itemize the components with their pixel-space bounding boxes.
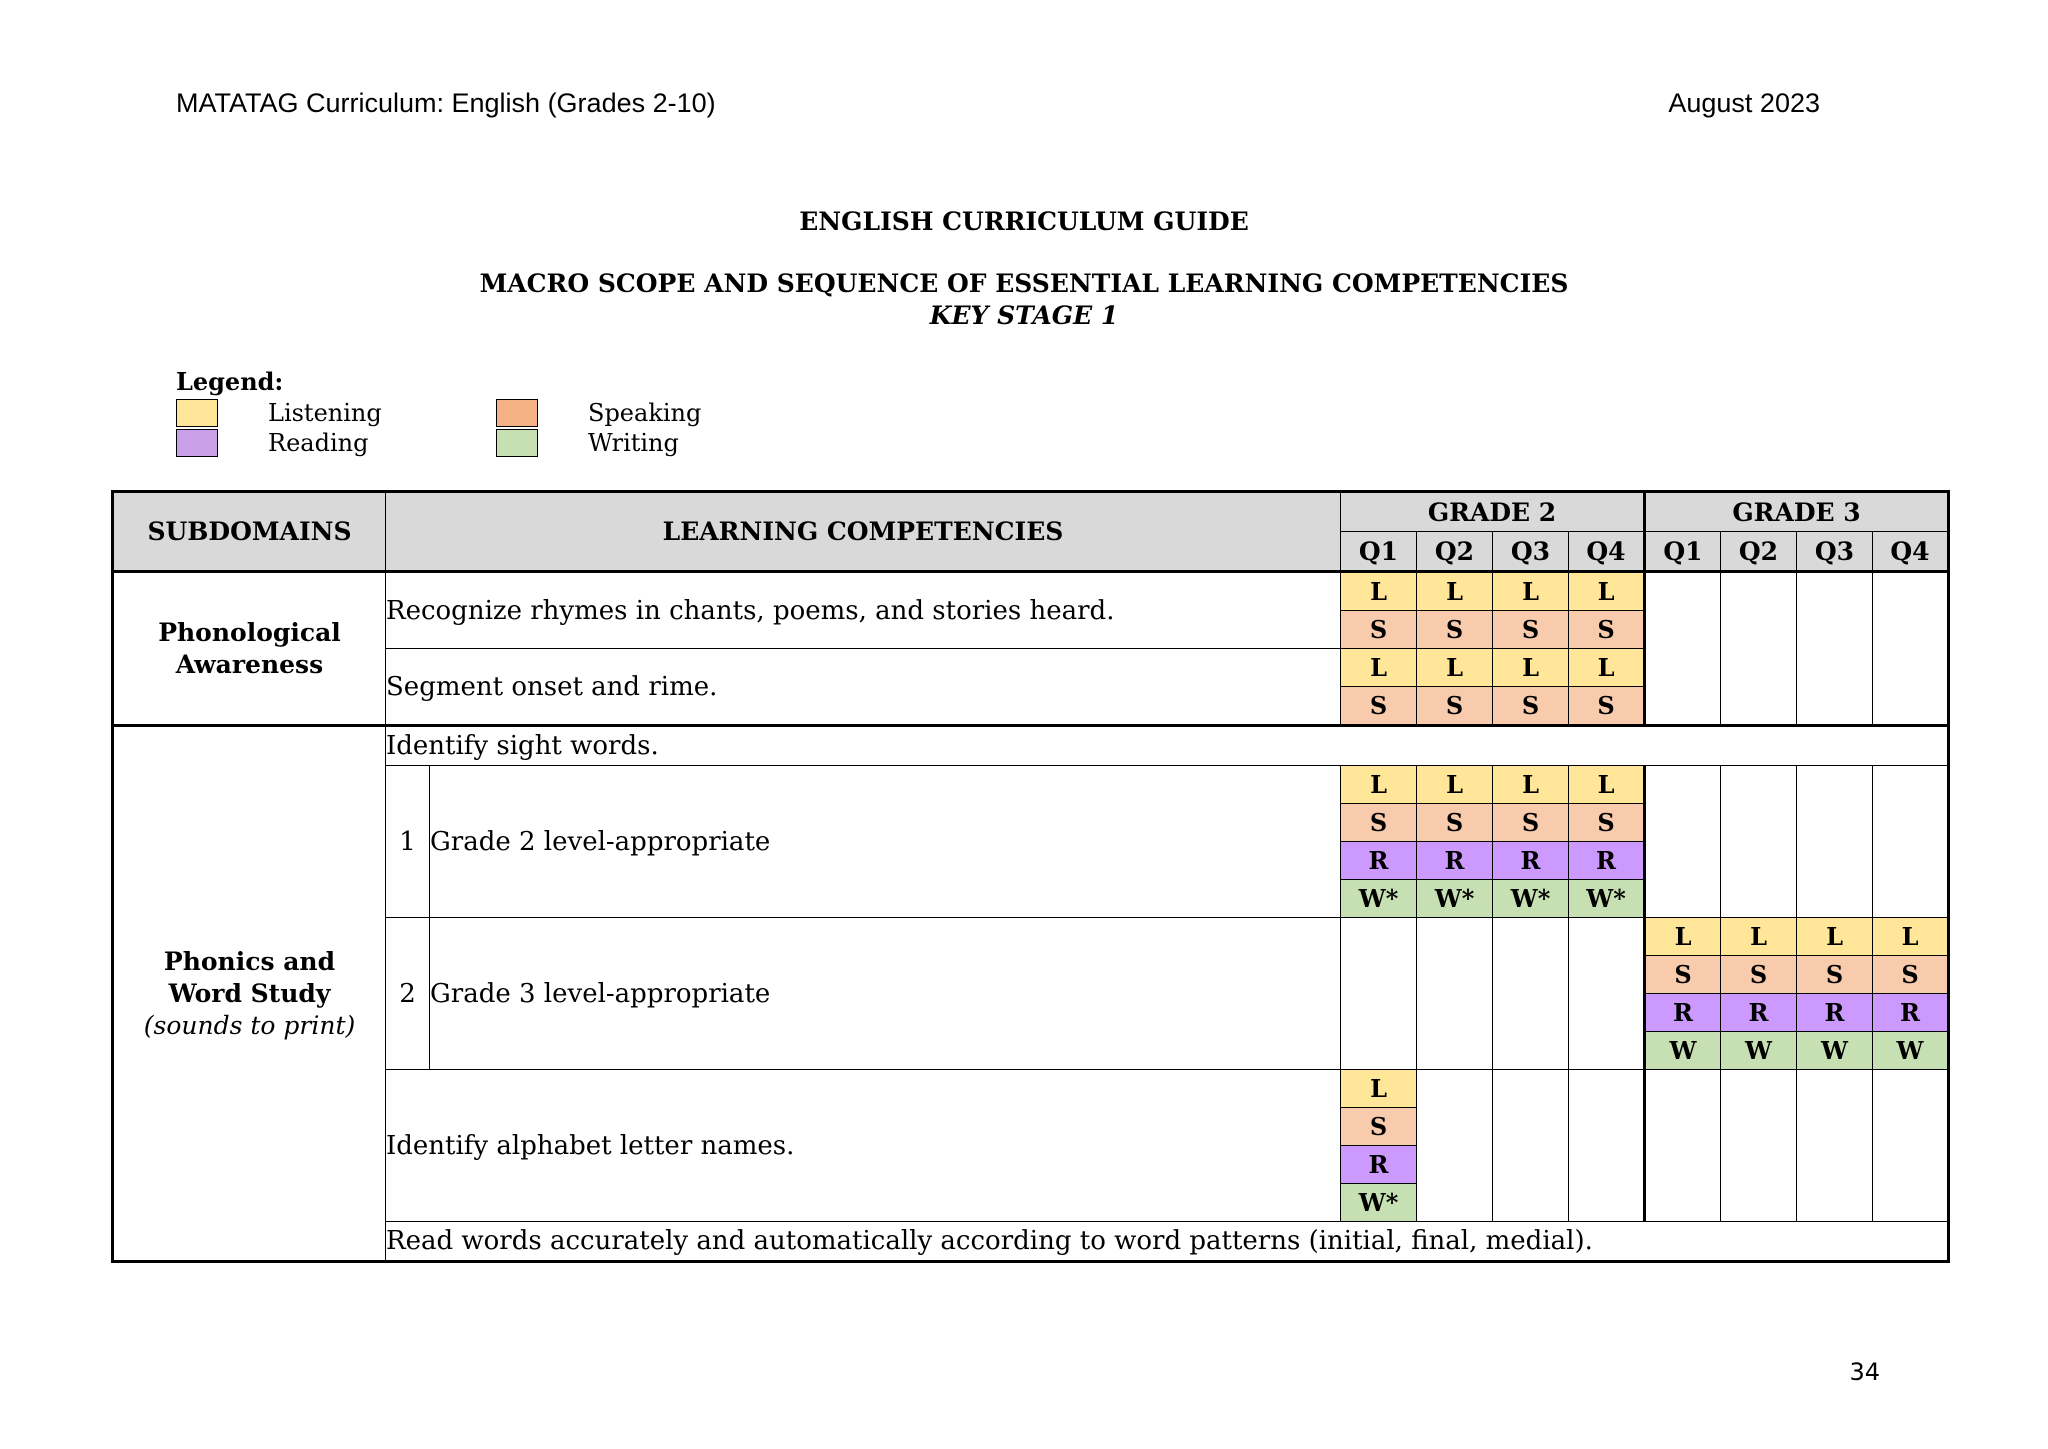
writing-swatch bbox=[496, 429, 538, 457]
code-cell: W* bbox=[1493, 880, 1569, 918]
g2-q4-header: Q4 bbox=[1569, 532, 1645, 572]
page-number: 34 bbox=[1849, 1358, 1880, 1386]
code-cell: S bbox=[1797, 956, 1873, 994]
empty-cell bbox=[1645, 766, 1721, 918]
code-cell: L bbox=[1341, 572, 1417, 611]
competency-grade2-level: Grade 2 level-appropriate bbox=[430, 766, 1341, 918]
code-cell: L bbox=[1569, 572, 1645, 611]
g3-q4-header: Q4 bbox=[1873, 532, 1949, 572]
code-cell: R bbox=[1873, 994, 1949, 1032]
subdomain-note: (sounds to print) bbox=[143, 1010, 356, 1040]
code-cell: W bbox=[1873, 1032, 1949, 1070]
code-cell: L bbox=[1341, 649, 1417, 687]
code-cell: S bbox=[1569, 804, 1645, 842]
code-cell: S bbox=[1417, 804, 1493, 842]
title-block bbox=[0, 206, 2048, 332]
empty-cell bbox=[1797, 766, 1873, 918]
code-cell: S bbox=[1873, 956, 1949, 994]
g2-q3-header: Q3 bbox=[1493, 532, 1569, 572]
empty-cell bbox=[1645, 572, 1721, 726]
code-cell: L bbox=[1341, 766, 1417, 804]
code-cell: L bbox=[1341, 1070, 1417, 1108]
empty-cell bbox=[1873, 1070, 1949, 1222]
code-cell: W* bbox=[1569, 880, 1645, 918]
empty-cell bbox=[1341, 918, 1417, 1070]
code-cell: R bbox=[1721, 994, 1797, 1032]
code-cell: L bbox=[1721, 918, 1797, 956]
g2-q2-header: Q2 bbox=[1417, 532, 1493, 572]
competencies-table bbox=[111, 490, 1950, 1263]
item-number: 1 bbox=[386, 766, 430, 918]
empty-cell bbox=[1721, 1070, 1797, 1222]
code-cell: R bbox=[1493, 842, 1569, 880]
code-cell: S bbox=[1721, 956, 1797, 994]
competency-sight-words: Identify sight words. bbox=[386, 726, 1949, 766]
subdomain-line: Awareness bbox=[175, 649, 324, 679]
reading-swatch bbox=[176, 429, 218, 457]
code-cell: S bbox=[1493, 804, 1569, 842]
code-cell: L bbox=[1873, 918, 1949, 956]
key-stage-title: KEY STAGE 1 bbox=[929, 301, 1119, 330]
code-cell: S bbox=[1493, 611, 1569, 649]
competency-read-words: Read words accurately and automatically according to word patterns (initial, final, medial). bbox=[386, 1222, 1949, 1262]
empty-cell bbox=[1721, 766, 1797, 918]
code-cell: S bbox=[1341, 804, 1417, 842]
code-cell: R bbox=[1341, 1146, 1417, 1184]
grade3-header: GRADE 3 bbox=[1645, 492, 1949, 532]
competency-alphabet: Identify alphabet letter names. bbox=[386, 1070, 1341, 1222]
legend bbox=[176, 366, 742, 458]
reading-label: Reading bbox=[268, 429, 369, 457]
code-cell: L bbox=[1797, 918, 1873, 956]
guide-title: ENGLISH CURRICULUM GUIDE bbox=[799, 207, 1249, 236]
subdomain-line: Phonological bbox=[158, 617, 341, 647]
item-number: 2 bbox=[386, 918, 430, 1070]
code-cell: L bbox=[1569, 766, 1645, 804]
subdomain-phonics-word-study bbox=[113, 726, 386, 1262]
empty-cell bbox=[1569, 918, 1645, 1070]
code-cell: S bbox=[1417, 687, 1493, 726]
code-cell: R bbox=[1797, 994, 1873, 1032]
g3-q1-header: Q1 bbox=[1645, 532, 1721, 572]
code-cell: S bbox=[1341, 1108, 1417, 1146]
empty-cell bbox=[1417, 1070, 1493, 1222]
empty-cell bbox=[1873, 572, 1949, 726]
legend-title: Legend: bbox=[176, 367, 284, 396]
guide-subtitle: MACRO SCOPE AND SEQUENCE OF ESSENTIAL LEARNING COMPETENCIES bbox=[479, 269, 1569, 298]
empty-cell bbox=[1417, 918, 1493, 1070]
code-cell: W* bbox=[1341, 1184, 1417, 1222]
code-cell: L bbox=[1417, 649, 1493, 687]
competency-onset-rime: Segment onset and rime. bbox=[386, 649, 1341, 726]
document-header-title: MATATAG Curriculum: English (Grades 2-10) bbox=[176, 88, 716, 118]
code-cell: L bbox=[1493, 649, 1569, 687]
code-cell: S bbox=[1569, 611, 1645, 649]
code-cell: L bbox=[1645, 918, 1721, 956]
code-cell: L bbox=[1569, 649, 1645, 687]
code-cell: R bbox=[1645, 994, 1721, 1032]
code-cell: R bbox=[1341, 842, 1417, 880]
code-cell: L bbox=[1417, 766, 1493, 804]
listening-swatch bbox=[176, 399, 218, 427]
code-cell: S bbox=[1493, 687, 1569, 726]
code-cell: S bbox=[1341, 611, 1417, 649]
code-cell: S bbox=[1417, 611, 1493, 649]
empty-cell bbox=[1493, 1070, 1569, 1222]
code-cell: S bbox=[1645, 956, 1721, 994]
empty-cell bbox=[1645, 1070, 1721, 1222]
code-cell: L bbox=[1493, 766, 1569, 804]
empty-cell bbox=[1569, 1070, 1645, 1222]
empty-cell bbox=[1873, 766, 1949, 918]
subdomain-line: Word Study bbox=[168, 978, 331, 1008]
subdomain-line: Phonics and bbox=[163, 946, 336, 976]
code-cell: R bbox=[1569, 842, 1645, 880]
code-cell: W bbox=[1721, 1032, 1797, 1070]
competency-grade3-level: Grade 3 level-appropriate bbox=[430, 918, 1341, 1070]
listening-label: Listening bbox=[268, 399, 382, 427]
writing-label: Writing bbox=[588, 429, 679, 457]
empty-cell bbox=[1721, 572, 1797, 726]
code-cell: L bbox=[1417, 572, 1493, 611]
competency-rhymes: Recognize rhymes in chants, poems, and stories heard. bbox=[386, 572, 1341, 649]
code-cell: W* bbox=[1341, 880, 1417, 918]
empty-cell bbox=[1797, 572, 1873, 726]
competencies-header: LEARNING COMPETENCIES bbox=[386, 492, 1341, 572]
document-header-date: August 2023 bbox=[1668, 88, 1820, 118]
g3-q2-header: Q2 bbox=[1721, 532, 1797, 572]
grade2-header: GRADE 2 bbox=[1341, 492, 1645, 532]
empty-cell bbox=[1493, 918, 1569, 1070]
code-cell: W bbox=[1645, 1032, 1721, 1070]
code-cell: L bbox=[1493, 572, 1569, 611]
code-cell: S bbox=[1569, 687, 1645, 726]
subdomains-header: SUBDOMAINS bbox=[113, 492, 386, 572]
g3-q3-header: Q3 bbox=[1797, 532, 1873, 572]
subdomain-phonological-awareness bbox=[113, 572, 386, 726]
speaking-label: Speaking bbox=[588, 399, 702, 427]
g2-q1-header: Q1 bbox=[1341, 532, 1417, 572]
empty-cell bbox=[1797, 1070, 1873, 1222]
code-cell: W* bbox=[1417, 880, 1493, 918]
code-cell: S bbox=[1341, 687, 1417, 726]
code-cell: W bbox=[1797, 1032, 1873, 1070]
code-cell: R bbox=[1417, 842, 1493, 880]
speaking-swatch bbox=[496, 399, 538, 427]
